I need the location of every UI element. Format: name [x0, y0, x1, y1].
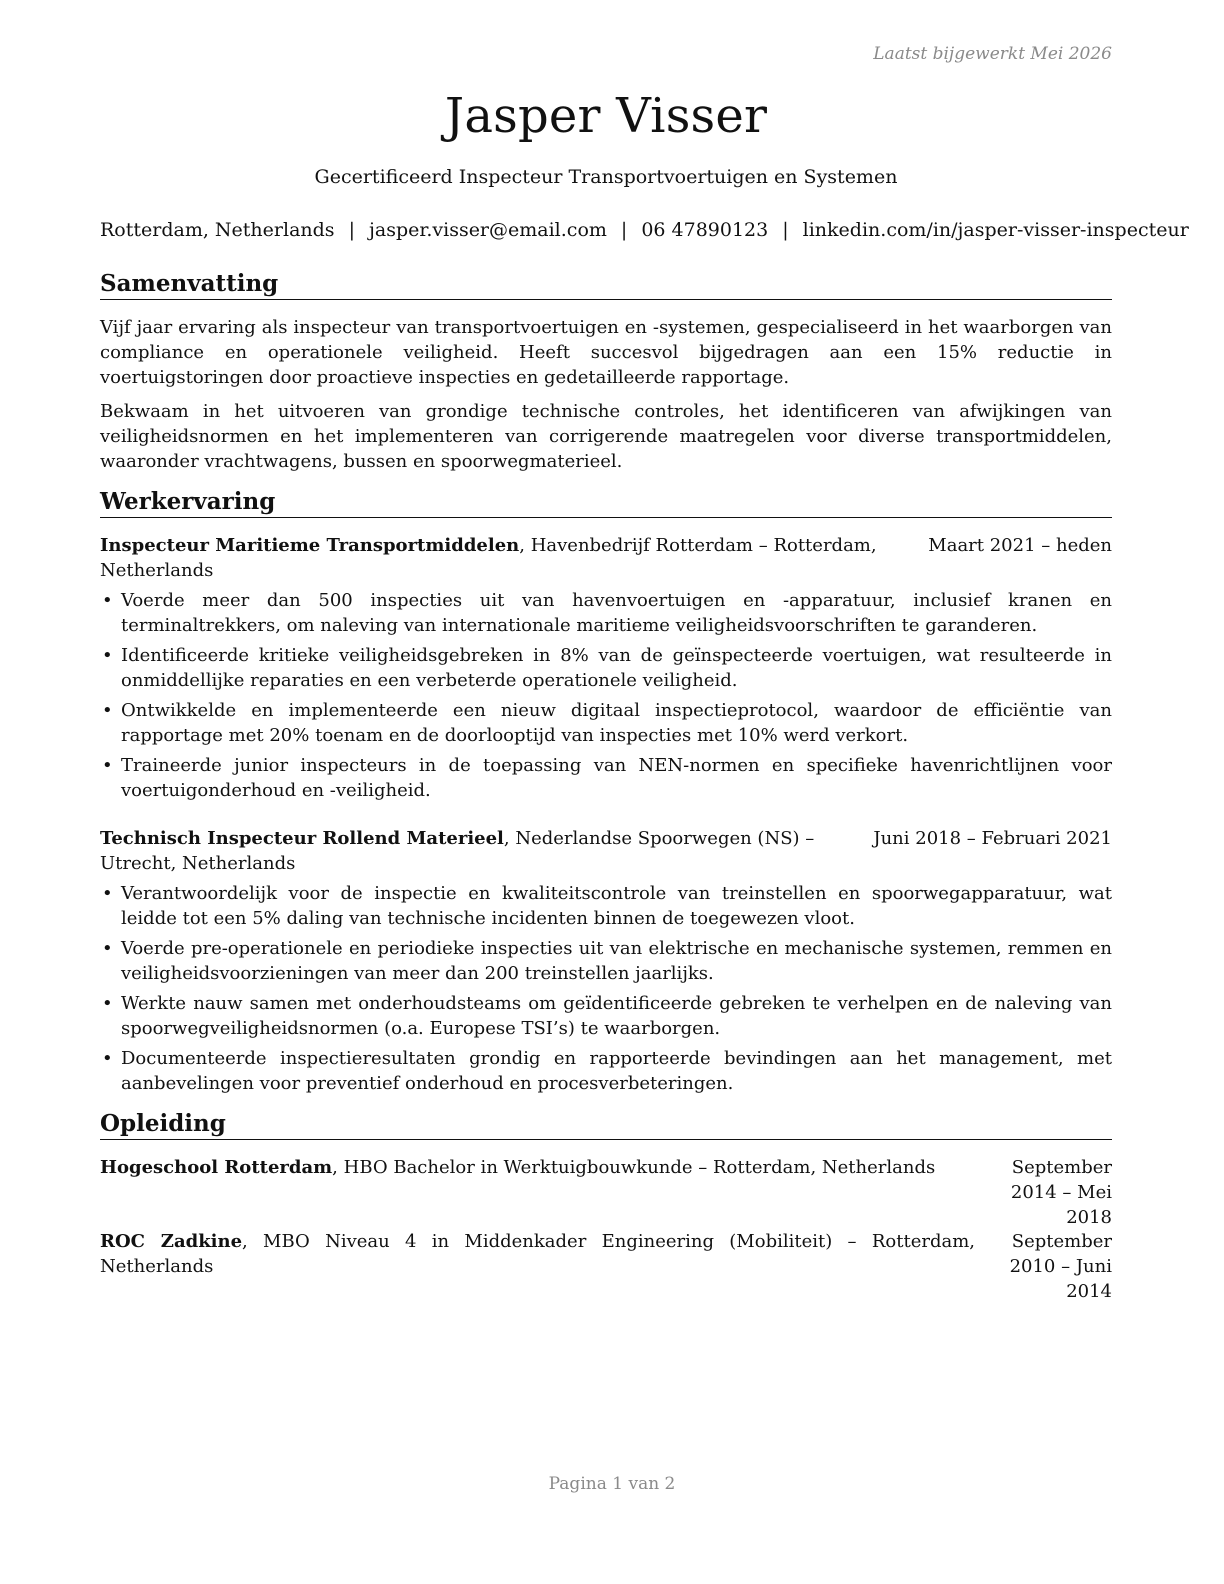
- job-organization: , Havenbedrijf Rotterdam – Rotterdam, Netherlands: [100, 535, 877, 581]
- contact-separator: |: [782, 219, 789, 241]
- candidate-title: Gecertificeerd Inspecteur Transportvoertuigen en Systemen: [314, 166, 898, 188]
- job-header: [100, 826, 1112, 876]
- contact-email[interactable]: jasper.visser@email.com: [368, 219, 607, 241]
- contact-linkedin[interactable]: linkedin.com/in/jasper-visser-inspecteur: [802, 219, 1189, 241]
- resume-page: [100, 0, 1189, 1584]
- contact-phone: 06 47890123: [641, 219, 769, 241]
- contact-separator: |: [620, 219, 628, 241]
- education-entry: [100, 1155, 1112, 1228]
- last-updated-note: Laatst bijgewerkt Mei 2026: [873, 44, 1112, 64]
- bullet-icon: •: [102, 590, 113, 611]
- job-dates: Juni 2018 – Februari 2021: [873, 828, 1112, 849]
- contact-line: [100, 219, 1189, 241]
- bullet-icon: •: [102, 645, 113, 666]
- bullet-icon: •: [102, 938, 113, 959]
- education-school: ROC Zadkine: [100, 1231, 243, 1252]
- list-item: • Documenteerde inspectieresultaten grondig en rapporteerde bevindingen aan het management, met aanbevelingen voor preventief onderhoud en procesverbeteringen.: [102, 1048, 1112, 1094]
- job-bullets: [100, 881, 1112, 1101]
- section-title-education: Opleiding: [100, 1110, 1112, 1140]
- list-item: • Traineerde junior inspecteurs in de toepassing van NEN-normen en specifieke havenrichtlijnen voor voertuigonderhoud en -veiligheid.: [102, 755, 1112, 801]
- education-detail: , MBO Niveau 4 in Middenkader Engineering (Mobiliteit) – Rotterdam, Netherlands: [100, 1231, 976, 1277]
- education-dates: September 2010 – Juni 2014: [1009, 1231, 1112, 1302]
- education-dates: September 2014 – Mei 2018: [1010, 1157, 1112, 1228]
- education-entry: [100, 1229, 1112, 1302]
- job-dates: Maart 2021 – heden: [928, 535, 1112, 556]
- contact-location: Rotterdam, Netherlands: [100, 219, 335, 241]
- section-title-experience: Werkervaring: [100, 488, 1112, 518]
- section-title-summary: Samenvatting: [100, 270, 1112, 300]
- education-school: Hogeschool Rotterdam: [100, 1157, 333, 1178]
- page-number: Pagina 1 van 2: [548, 1474, 676, 1494]
- list-item: • Voerde pre-operationele en periodieke inspecties uit van elektrische en mechanische systemen, remmen en veiligheidsvoorzieningen van meer dan 200 treinstellen jaarlijks.: [102, 938, 1112, 984]
- contact-separator: |: [348, 219, 355, 241]
- summary-paragraph: Vijf jaar ervaring als inspecteur van transportvoertuigen en -systemen, gespecialiseerd in het waarborgen van compliance en operationele veiligheid. Heeft succesvol bijgedragen aan een 15% reductie in voertuigstoringen door proactieve inspecties en gedetailleerde rapportage.: [100, 317, 1112, 388]
- bullet-icon: •: [102, 700, 113, 721]
- list-item: • Verantwoordelijk voor de inspectie en kwaliteitscontrole van treinstellen en spoorwegapparatuur, wat leidde tot een 5% daling van technische incidenten binnen de toegewezen vloot.: [102, 883, 1112, 929]
- job-organization: , Nederlandse Spoorwegen (NS) – Utrecht, Netherlands: [100, 828, 815, 874]
- summary-paragraph: Bekwaam in het uitvoeren van grondige technische controles, het identificeren van afwijkingen van veiligheidsnormen en het implementeren van corrigerende maatregelen voor diverse transportmiddelen, waaronder vrachtwagens, bussen en spoorwegmaterieel.: [100, 401, 1112, 472]
- job-role: Inspecteur Maritieme Transportmiddelen: [100, 535, 520, 556]
- bullet-icon: •: [102, 883, 113, 904]
- bullet-icon: •: [102, 993, 113, 1014]
- education-detail: , HBO Bachelor in Werktuigbouwkunde – Rotterdam, Netherlands: [332, 1157, 936, 1178]
- list-item: • Werkte nauw samen met onderhoudsteams om geïdentificeerde gebreken te verhelpen en de naleving van spoorwegveiligheidsnormen (o.a. Europese TSI’s) te waarborgen.: [102, 993, 1112, 1039]
- bullet-icon: •: [102, 1048, 113, 1069]
- candidate-name: Jasper Visser: [444, 88, 768, 144]
- list-item: • Voerde meer dan 500 inspecties uit van havenvoertuigen en -apparatuur, inclusief kranen en terminaltrekkers, om naleving van internationale maritieme veiligheidsvoorschriften te garanderen.: [102, 590, 1112, 636]
- bullet-icon: •: [102, 755, 113, 776]
- list-item: • Identificeerde kritieke veiligheidsgebreken in 8% van de geïnspecteerde voertuigen, wat resulteerde in onmiddellijke reparaties en een verbeterde operationele veiligheid.: [102, 645, 1112, 691]
- job-header: [100, 533, 1112, 583]
- list-item: • Ontwikkelde en implementeerde een nieuw digitaal inspectieprotocol, waardoor de efficiëntie van rapportage met 20% toenam en de doorlooptijd van inspecties met 10% werd verkort.: [102, 700, 1112, 746]
- job-role: Technisch Inspecteur Rollend Materieel: [100, 828, 504, 849]
- job-bullets: [100, 588, 1112, 808]
